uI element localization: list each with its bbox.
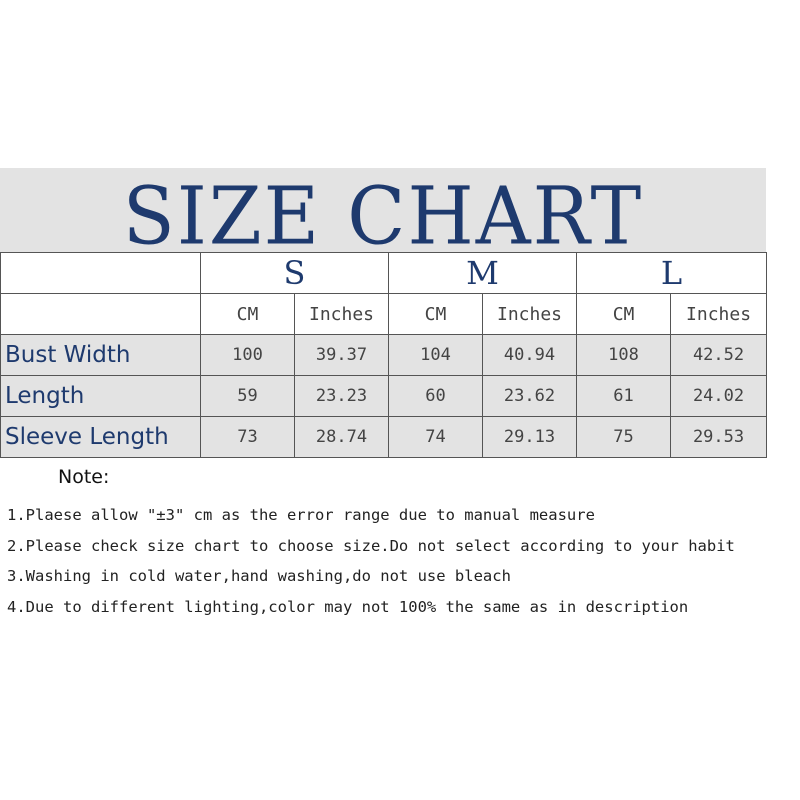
value-cell: 42.52 [671,335,767,376]
size-l: L [577,253,767,294]
value-cell: 24.02 [671,376,767,417]
value-cell: 104 [389,335,483,376]
size-m: M [389,253,577,294]
unit-cell: CM [201,294,295,335]
value-cell: 23.62 [483,376,577,417]
note-item: 3.Washing in cold water,hand washing,do not use bleach [7,567,511,585]
table-row [1,417,767,458]
title-band [0,168,766,262]
value-cell: 60 [389,376,483,417]
value-cell: 39.37 [295,335,389,376]
value-cell: 61 [577,376,671,417]
value-cell: 23.23 [295,376,389,417]
row-label-length: Length [1,376,201,417]
note-item: 1.Plaese allow "±3" cm as the error range due to manual measure [7,506,595,524]
note-title: Note: [58,466,110,488]
size-table [0,252,767,458]
value-cell: 75 [577,417,671,458]
table-row [1,335,767,376]
value-cell: 29.13 [483,417,577,458]
chart-title: SIZE CHART [122,168,644,262]
value-cell: 29.53 [671,417,767,458]
table-row [1,376,767,417]
size-s: S [201,253,389,294]
corner-cell-2 [1,294,201,335]
value-cell: 108 [577,335,671,376]
unit-cell: Inches [483,294,577,335]
row-label-sleeve-length: Sleeve Length [1,417,201,458]
value-cell: 74 [389,417,483,458]
value-cell: 59 [201,376,295,417]
value-cell: 100 [201,335,295,376]
note-item: 2.Please check size chart to choose size.Do not select according to your habit [7,536,735,555]
size-chart [0,168,766,458]
value-cell: 40.94 [483,335,577,376]
unit-cell: CM [389,294,483,335]
unit-cell: Inches [295,294,389,335]
unit-cell: CM [577,294,671,335]
notes-list [7,504,735,626]
unit-header-row [1,294,767,335]
value-cell: 28.74 [295,417,389,458]
unit-cell: Inches [671,294,767,335]
row-label-bust-width: Bust Width [1,335,201,376]
value-cell: 73 [201,417,295,458]
note-item: 4.Due to different lighting,color may not 100% the same as in description [7,597,689,616]
